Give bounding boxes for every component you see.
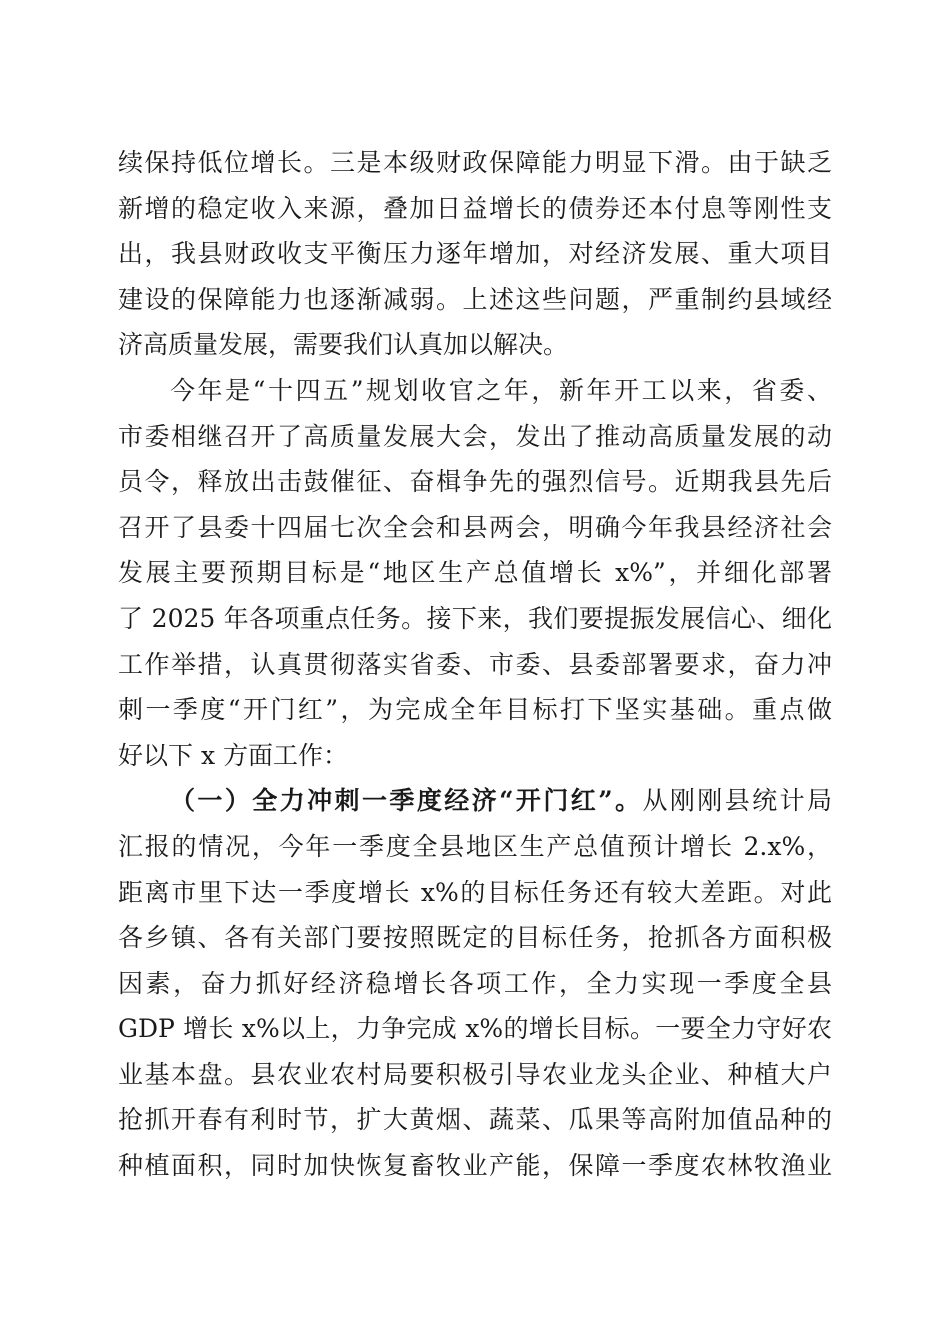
paragraph-continuation [118, 140, 832, 368]
text-line: 出，我县财政收支平衡压力逐年增加，对经济发展、重大项目 [118, 239, 832, 269]
text-line: 好以下 x 方面工作： [118, 740, 348, 770]
text-line: 新增的稳定收入来源，叠加日益增长的债券还本付息等刚性支 [118, 193, 832, 223]
text-line: 今年是“十四五”规划收官之年，新年开工以来，省委、 [170, 375, 832, 405]
text-line: 汇报的情况，今年一季度全县地区生产总值预计增长 2.x%， [118, 831, 832, 861]
text-line: 建设的保障能力也逐渐减弱。上述这些问题，严重制约县域经 [118, 284, 832, 314]
text-line: 发展主要预期目标是“地区生产总值增长 x%”，并细化部署 [118, 558, 832, 588]
text-line: 济高质量发展，需要我们认真加以解决。 [118, 330, 569, 360]
text-line: 距离市里下达一季度增长 x%的目标任务还有较大差距。对此 [118, 877, 832, 907]
text-line: 业基本盘。县农业农村局要积极引导农业龙头企业、种植大户 [118, 1059, 832, 1089]
text-line: 各乡镇、各有关部门要按照既定的目标任务，抢抓各方面积极 [118, 923, 832, 953]
section-heading-line [118, 778, 832, 824]
text-line: 刺一季度“开门红”，为完成全年目标打下坚实基础。重点做 [118, 695, 832, 725]
text-line: 工作举措，认真贯彻落实省委、市委、县委部署要求，奋力冲 [118, 649, 832, 679]
section-heading-rest: 从刚刚县统计局 [642, 786, 832, 816]
text-line: 市委相继召开了高质量发展大会，发出了推动高质量发展的动 [118, 421, 832, 451]
text-line: 因素，奋力抓好经济稳增长各项工作，全力实现一季度全县 [118, 968, 832, 998]
paragraph-goals [118, 368, 832, 778]
section-first-quarter [118, 778, 832, 1188]
text-line: 种植面积，同时加快恢复畜牧业产能，保障一季度农林牧渔业 [118, 1151, 832, 1181]
section-heading: （一）全力冲刺一季度经济“开门红”。 [170, 786, 643, 816]
text-line: 员令，释放出击鼓催征、奋楫争先的强烈信号。近期我县先后 [118, 467, 832, 497]
text-line: 召开了县委十四届七次全会和县两会，明确今年我县经济社会 [118, 512, 832, 542]
text-line: 续保持低位增长。三是本级财政保障能力明显下滑。由于缺乏 [118, 148, 832, 177]
text-line: 抢抓开春有利时节，扩大黄烟、蔬菜、瓜果等高附加值品种的 [118, 1105, 832, 1135]
document-body [118, 140, 832, 1189]
text-line: GDP 增长 x%以上，力争完成 x%的增长目标。一要全力守好农 [118, 1014, 832, 1044]
text-line: 了 2025 年各项重点任务。接下来，我们要提振发展信心、细化 [118, 603, 832, 633]
